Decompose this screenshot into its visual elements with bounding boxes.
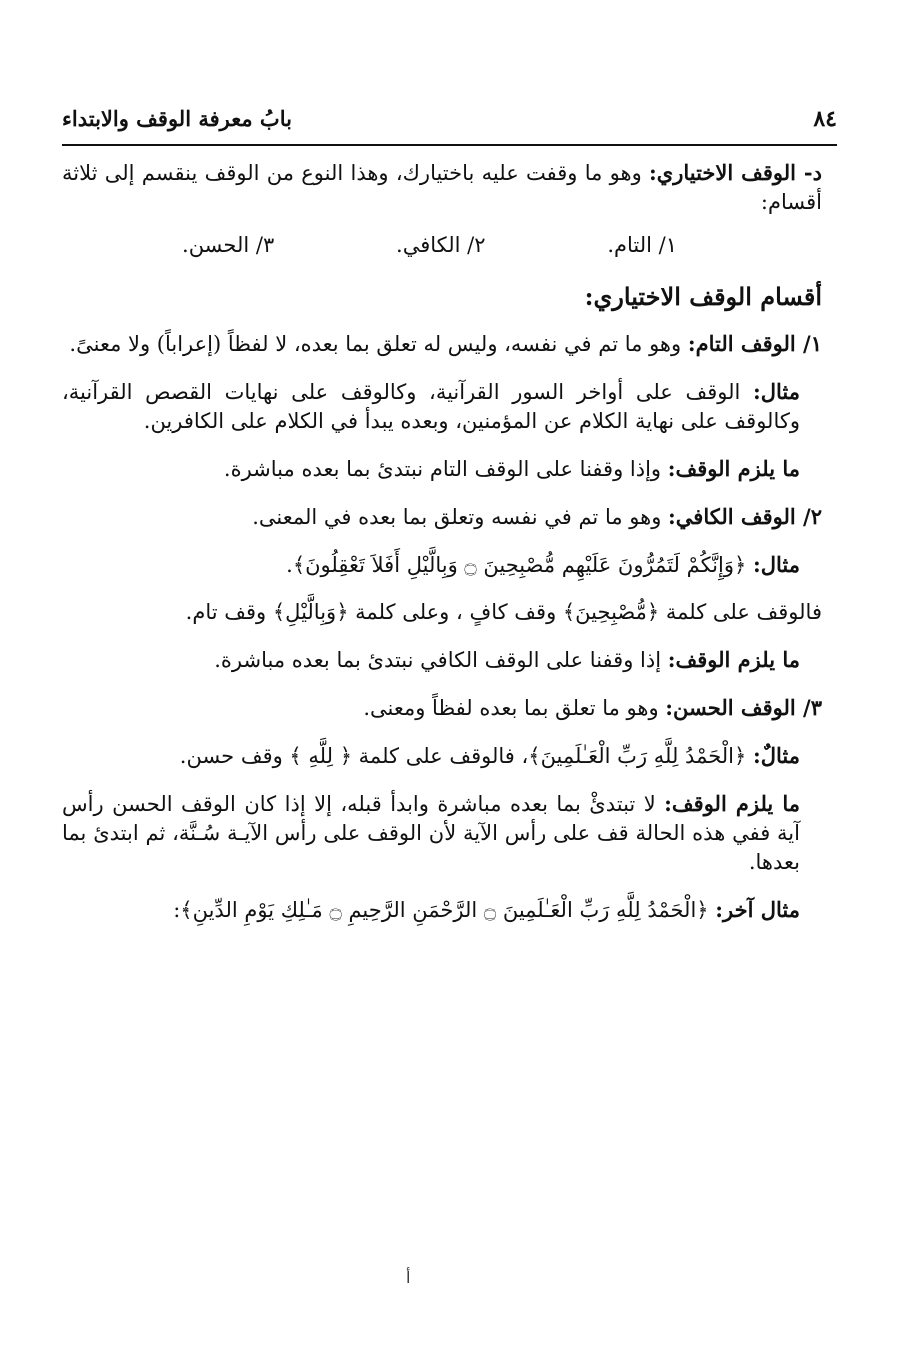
kafi-example-label: مثال:	[753, 552, 800, 577]
hasan-rule-label: ما يلزم الوقف:	[664, 791, 801, 816]
running-title: بابُ معرفة الوقف والابتداء	[62, 106, 292, 131]
tam-definition-text: وهو ما تم في نفسه، وليس له تعلق بما بعده، لا لفظاً (إعراباً) ولا معنىً.	[69, 332, 682, 356]
hasan-another-label: مثال آخر:	[715, 897, 800, 922]
intro-text: وهو ما وقفت عليه باختيارك، وهذا النوع من الوقف ينقسم إلى ثلاثة أقسام:	[62, 161, 822, 214]
hasan-rule-text: لا تبتدئْ بما بعده مباشرة وابدأ قبله، إلا إذا كان الوقف الحسن رأس آية ففي هذه الحالة قف على رأس الآية لأن الوقف على رأس الآيـة سُـنَّة، ثم ابتدئ بما بعدها.	[62, 792, 800, 874]
tam-rule-text: وإذا وقفنا على الوقف التام نبتدئ بما بعده مباشرة.	[223, 457, 662, 481]
tam-example-label: مثال:	[752, 379, 800, 404]
kafi-example	[62, 550, 822, 580]
page-body	[62, 158, 822, 925]
intro-label: د- الوقف الاختياري:	[649, 160, 822, 185]
tam-rule-label: ما يلزم الوقف:	[667, 456, 800, 481]
section-item-kafi: ٢/ الكافي.	[396, 233, 486, 257]
hasan-example-label: مثالٌ:	[753, 743, 800, 768]
hasan-another-text: ﴿الْحَمْدُ لِلَّهِ رَبِّ الْعَـٰلَمِينَ ۝ الرَّحْمَنِ الرَّحِيمِ ۝ مَـٰلِكِ يَوْمِ الدِّينِ﴾:	[173, 898, 709, 922]
hasan-definition	[62, 693, 822, 723]
kafi-definition-text: وهو ما تم في نفسه وتعلق بما بعده في المعنى.	[252, 505, 662, 529]
kafi-rule	[62, 645, 822, 675]
tam-example-text: الوقف على أواخر السور القرآنية، وكالوقف على نهايات القصص القرآنية، وكالوقف على نهاية الكلام عن المؤمنين، وبعده يبدأ في الكلام على الكافرين.	[62, 380, 800, 433]
section-subheading: أقسام الوقف الاختياري:	[584, 282, 822, 311]
page-header	[62, 96, 837, 146]
hasan-example	[62, 741, 822, 771]
page-number: ٨٤	[813, 106, 837, 132]
kafi-note: فالوقف على كلمة ﴿مُّصْبِحِينَ﴾ وقف كافٍ ، وعلى كلمة ﴿وَبِالَّيْلِ﴾ وقف تام.	[185, 600, 822, 624]
tam-definition	[62, 329, 822, 359]
tam-rule	[62, 454, 822, 484]
hasan-rule	[62, 789, 822, 877]
hasan-label: ٣/ الوقف الحسن:	[665, 695, 822, 720]
section-item-tam: ١/ التام.	[607, 233, 677, 257]
footer-mark: أ	[406, 1268, 411, 1287]
sections-list	[62, 231, 822, 260]
hasan-definition-text: وهو ما تعلق بما بعده لفظاً ومعنى.	[363, 696, 659, 720]
kafi-label: ٢/ الوقف الكافي:	[668, 504, 822, 529]
section-item-hasan: ٣/ الحسن.	[182, 233, 275, 257]
tam-label: ١/ الوقف التام:	[687, 331, 822, 356]
intro-paragraph	[62, 158, 822, 217]
hasan-another-example	[62, 895, 822, 925]
kafi-rule-label: ما يلزم الوقف:	[667, 647, 800, 672]
kafi-definition	[62, 502, 822, 532]
tam-example	[62, 377, 822, 436]
hasan-example-text: ﴿الْحَمْدُ لِلَّهِ رَبِّ الْعَـٰلَمِينَ﴾، فالوقف على كلمة ﴿ لِلَّهِ ﴾ وقف حسن.	[179, 744, 747, 768]
kafi-rule-text: إذا وقفنا على الوقف الكافي نبتدئ بما بعده مباشرة.	[214, 648, 662, 672]
kafi-example-text: ﴿وَإِنَّكُمْ لَتَمُرُّونَ عَلَيْهِم مُّصْبِحِينَ ۝ وَبِالَّيْلِ أَفَلاَ تَعْقِلُونَ﴾.	[286, 553, 747, 577]
